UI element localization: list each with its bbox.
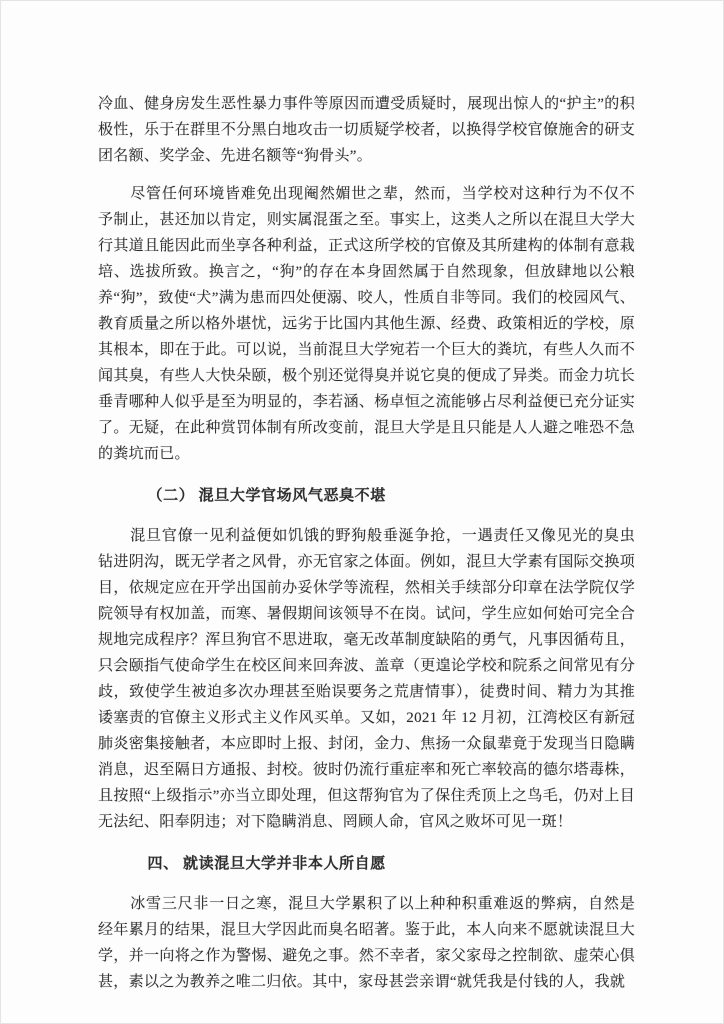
body-paragraph-continuation: 冷血、健身房发生恶性暴力事件等原因而遭受质疑时，展现出惊人的“护主”的积极性，乐于在群里不分黑白地攻击一切质疑学校者，以换得学校官僚施舍的研支团名额、奖学金、先进名额等“狗骨头”。 [98,96,635,164]
body-paragraph: 尽管任何环境皆难免出现阉然媚世之辈，然而，当学校对这种行为不仅不予制止，甚还加以肯定，则实属混蛋之至。事实上，这类人之所以在混旦大学大行其道且能因此而坐享各种利益，正式这所学校的官僚及其所建构的体制有意栽培、选拔所致。换言之，“狗”的存在本身固然属于自然现象，但放肆地以公粮养“狗”，致使“犬”满为患而四处便溺、咬人，性质自非等同。我们的校园风气、教育质量之所以格外堪忧，远劣于比国内其他生源、经费、政策相近的学校，原其根本，即在于此。可以说，当前混旦大学宛若一个巨大的粪坑，有些人久而不闻其臭，有些人大快朵颐，极个别还觉得臭并说它臭的便成了异类。而金力坑长垂青哪种人似乎是至为明显的，李若涵、杨卓恒之流能够占尽利益便已充分证实了。无疑，在此种赏罚体制有所改变前，混旦大学是且只能是人人避之唯恐不急的粪坑而已。 [98,186,635,462]
body-paragraph: 混旦官僚一见利益便如饥饿的野狗般垂涎争抢，一遇责任又像见光的臭虫钻进阴沟，既无学者之风骨，亦无官家之体面。例如，混旦大学素有国际交换项目，依规定应在开学出国前办妥休学等流程，然相关手续部分印章在法学院仅学院领导有权加盖，而寒、暑假期间该领导不在岗。试问，学生应如何始可完全合规地完成程序？浑旦狗官不思进取，毫无改革制度缺陷的勇气，凡事因循苟且，只会颐指气使命学生在校区间来回奔波、盖章（更遑论学校和院系之间常见有分歧，致使学生被迫多次办理甚至贻误要务之荒唐情事），徒费时间、精力为其推诿塞责的官僚主义形式主义作风买单。又如，2021 年 12 月初，江湾校区有新冠肺炎密集接触者，本应即时上报、封闭，金力、焦扬一众鼠辈竟于发现当日隐瞒消息，迟至隔日方通报、封校。彼时仍流行重症率和死亡率较高的德尔塔毒株，且按照“上级指示”亦当立即处理，但这帮狗官为了保住秃顶上之鸟毛，仍对上目无法纪、阳奉阴违；对下隐瞒消息、罔顾人命，官风之败坏可见一斑！ [98,528,635,830]
body-paragraph-cutoff: 冰雪三尺非一日之寒，混旦大学累积了以上种种积重难返的弊病，自然是经年累月的结果，混旦大学因此而臭名昭著。鉴于此，本人向来不愿就读混旦大学，并一向将之作为警惕、避免之事。然不幸者，家父家母之控制欲、虚荣心俱甚，素以之为教养之唯二归依。其中，家母甚尝亲谓“就凭我是付钱的人，我就 [98,896,635,990]
section-heading-not-voluntary: 四、 就读混旦大学并非本人所自愿 [147,856,386,872]
document-text-column [98,91,635,1007]
section-heading-officialdom: （二） 混旦大学官场风气恶臭不堪 [147,488,386,504]
